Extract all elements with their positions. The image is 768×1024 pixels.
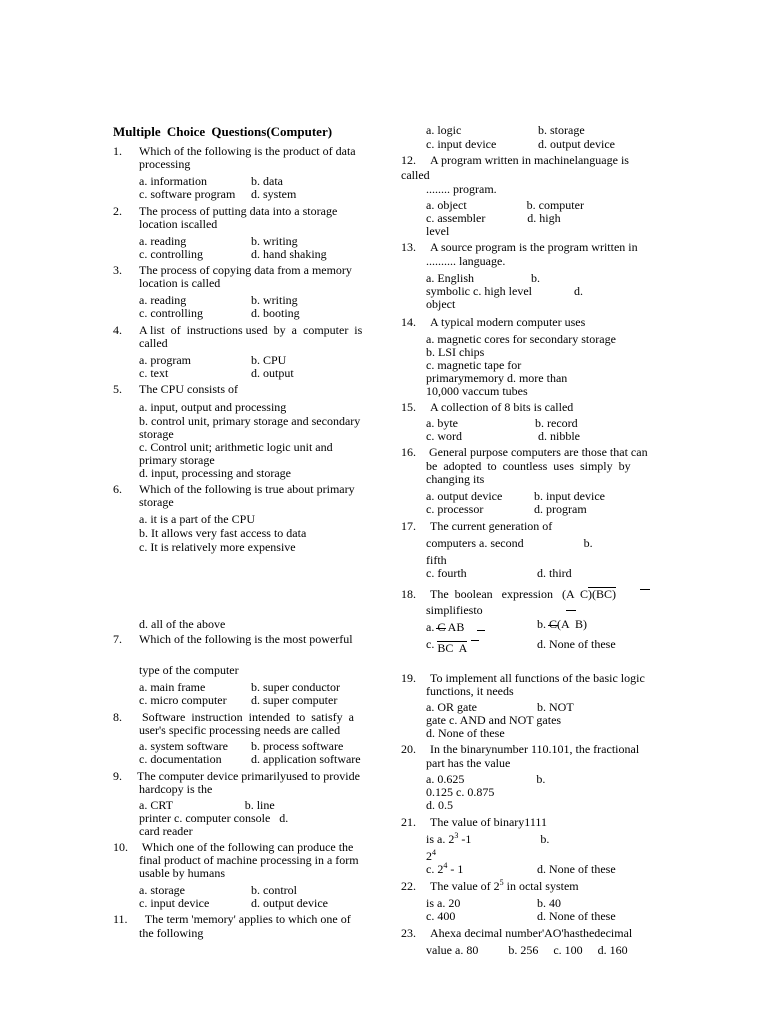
question-17-option: fifth bbox=[426, 553, 447, 567]
question-1-text: Which of the following is the product of data bbox=[139, 144, 356, 158]
question-20-text: In the binarynumber 110.101, the fractional bbox=[430, 742, 640, 756]
question-6-option: a. it is a part of the CPU bbox=[139, 512, 255, 526]
question-1-number: 1. bbox=[113, 144, 122, 158]
question-17-option: d. third bbox=[537, 566, 572, 580]
question-18-option bbox=[426, 621, 464, 634]
question-17-number: 17. bbox=[401, 519, 416, 533]
question-3-number: 3. bbox=[113, 263, 122, 277]
question-13-text: A source program is the program written in bbox=[430, 240, 638, 254]
question-8-text: Software instruction intended to satisfy a bbox=[139, 710, 354, 724]
question-9-text: The computer device primarilyused to provide bbox=[137, 769, 360, 783]
page-title: Multiple Choice Questions(Computer) bbox=[113, 124, 333, 139]
question-16-number: 16. bbox=[401, 445, 416, 459]
question-18-text-part: The boolean expression (A C bbox=[430, 587, 588, 601]
question-9-text: hardcopy is the bbox=[139, 782, 213, 796]
question-5-option: primary storage bbox=[139, 453, 215, 467]
question-11-option: a. logic bbox=[426, 123, 462, 137]
question-21-text: The value of binary1111 bbox=[430, 815, 547, 829]
overline-mark bbox=[477, 630, 485, 631]
question-8-option: a. system software bbox=[139, 739, 228, 753]
question-13-text: .......... language. bbox=[426, 254, 506, 268]
question-11-option: d. output device bbox=[538, 137, 615, 151]
question-18-option: d. None of these bbox=[537, 637, 616, 651]
question-10-text: usable by humans bbox=[139, 866, 225, 880]
question-18-option-part: c. bbox=[426, 637, 435, 651]
question-22-option: is a. 20 bbox=[426, 896, 461, 910]
question-20-option: d. 0.5 bbox=[426, 798, 453, 812]
question-21-number: 21. bbox=[401, 815, 416, 829]
question-1-option: a. information bbox=[139, 174, 207, 188]
question-8-option: d. application software bbox=[251, 752, 361, 766]
question-22-option: b. 40 bbox=[537, 896, 561, 910]
question-21-option-part: is a. 2 bbox=[426, 832, 455, 846]
question-23-option: value a. 80 b. 256 c. 100 d. 160 bbox=[426, 943, 628, 957]
question-16-text: changing its bbox=[426, 472, 485, 486]
question-10-text: final product of machine processing in a form bbox=[139, 853, 359, 867]
question-21-option-part: c. 2 bbox=[426, 862, 444, 876]
question-23-number: 23. bbox=[401, 926, 416, 940]
question-12-option: c. assembler d. high bbox=[426, 211, 561, 225]
question-6-option: d. all of the above bbox=[139, 617, 226, 631]
question-7-option: a. main frame bbox=[139, 680, 206, 694]
question-21-option-part: -1 b. bbox=[458, 832, 550, 846]
question-18-option-part: b. bbox=[537, 617, 546, 631]
question-20-option: 0.125 c. 0.875 bbox=[426, 785, 495, 799]
question-2-option: c. controlling bbox=[139, 247, 203, 261]
question-17-option: c. fourth bbox=[426, 566, 467, 580]
question-19-text: functions, it needs bbox=[426, 684, 514, 698]
question-11-text: the following bbox=[139, 926, 204, 940]
question-14-option: primarymemory d. more than bbox=[426, 371, 568, 385]
question-3-option: b. writing bbox=[251, 293, 298, 307]
question-3-text: location is called bbox=[139, 276, 221, 290]
question-5-text: The CPU consists of bbox=[139, 382, 238, 396]
question-18-option-part: C bbox=[437, 620, 446, 634]
question-16-text: be adopted to countless uses simply by bbox=[426, 459, 631, 473]
question-20-option: a. 0.625 b. bbox=[426, 772, 546, 786]
question-14-number: 14. bbox=[401, 315, 416, 329]
question-16-option: b. input device bbox=[534, 489, 605, 503]
question-18-option-part: a. bbox=[426, 620, 435, 634]
question-10-option: c. input device bbox=[139, 896, 210, 910]
overline-mark bbox=[566, 610, 576, 611]
question-4-text: A list of instructions used by a computer is bbox=[139, 323, 363, 337]
question-1-text: processing bbox=[139, 157, 191, 171]
question-4-option: a. program bbox=[139, 353, 191, 367]
question-13-option: a. English b. bbox=[426, 271, 540, 285]
question-10-number: 10. bbox=[113, 840, 128, 854]
question-2-option: d. hand shaking bbox=[251, 247, 327, 261]
question-9-option: card reader bbox=[139, 824, 193, 838]
question-4-number: 4. bbox=[113, 323, 122, 337]
question-21-option: d. None of these bbox=[537, 862, 616, 876]
question-7-text: type of the computer bbox=[139, 663, 239, 677]
question-6-option: c. It is relatively more expensive bbox=[139, 540, 296, 554]
question-20-text: part has the value bbox=[426, 756, 511, 770]
question-4-text: called bbox=[139, 336, 168, 350]
overline-mark bbox=[640, 589, 650, 590]
question-8-option: c. documentation bbox=[139, 752, 222, 766]
question-6-option: b. It allows very fast access to data bbox=[139, 526, 307, 540]
question-5-option: a. input, output and processing bbox=[139, 400, 287, 414]
question-18-option-part: C bbox=[549, 617, 558, 631]
question-13-option: object bbox=[426, 297, 456, 311]
question-17-text: The current generation of bbox=[430, 519, 553, 533]
superscript: 4 bbox=[443, 861, 448, 870]
question-10-option: d. output device bbox=[251, 896, 328, 910]
question-11-option: c. input device bbox=[426, 137, 497, 151]
question-1-option: d. system bbox=[251, 187, 297, 201]
question-16-option: a. output device bbox=[426, 489, 503, 503]
question-14-option: c. magnetic tape for bbox=[426, 358, 522, 372]
question-5-option: b. control unit, primary storage and secondary bbox=[139, 414, 361, 428]
question-8-text: user's specific processing needs are called bbox=[139, 723, 341, 737]
question-3-option: d. booting bbox=[251, 306, 300, 320]
question-3-option: a. reading bbox=[139, 293, 187, 307]
superscript: 3 bbox=[454, 831, 459, 840]
question-18-text-part: C) bbox=[603, 587, 616, 601]
question-20-number: 20. bbox=[401, 742, 416, 756]
question-18-option-part: (A B) bbox=[557, 617, 588, 631]
question-12-text: ........ program. bbox=[426, 182, 497, 196]
question-9-number: 9. bbox=[113, 769, 122, 783]
question-19-option: gate c. AND and NOT gates bbox=[426, 713, 562, 727]
question-3-option: c. controlling bbox=[139, 306, 203, 320]
question-14-text: A typical modern computer uses bbox=[430, 315, 586, 329]
question-8-option: b. process software bbox=[251, 739, 344, 753]
question-19-text: To implement all functions of the basic logic bbox=[430, 671, 645, 685]
question-19-number: 19. bbox=[401, 671, 416, 685]
question-12-text: called bbox=[401, 168, 430, 182]
question-7-number: 7. bbox=[113, 632, 122, 646]
question-6-text: storage bbox=[139, 495, 174, 509]
question-6-text: Which of the following is true about primary bbox=[139, 482, 355, 496]
question-15-option: b. record bbox=[535, 416, 578, 430]
question-18-option bbox=[537, 618, 587, 631]
question-5-number: 5. bbox=[113, 382, 122, 396]
question-6-number: 6. bbox=[113, 482, 122, 496]
question-19-option: a. OR gate b. NOT bbox=[426, 700, 574, 714]
question-15-option: a. byte bbox=[426, 416, 458, 430]
question-8-number: 8. bbox=[113, 710, 122, 724]
question-1-option: b. data bbox=[251, 174, 283, 188]
question-12-option: a. object b. computer bbox=[426, 198, 584, 212]
question-18-text: simplifiesto bbox=[426, 603, 483, 617]
question-9-option: a. CRT b. line bbox=[139, 798, 275, 812]
question-19-option: d. None of these bbox=[426, 726, 505, 740]
question-23-text: Ahexa decimal number'AO'hasthedecimal bbox=[430, 926, 633, 940]
question-15-text: A collection of 8 bits is called bbox=[430, 400, 574, 414]
superscript: 5 bbox=[499, 878, 504, 887]
question-5-option: d. input, processing and storage bbox=[139, 466, 291, 480]
question-11-number: 11. bbox=[113, 912, 128, 926]
question-22-option: c. 400 bbox=[426, 909, 456, 923]
question-17-option: computers a. second b. bbox=[426, 536, 593, 550]
question-12-option: level bbox=[426, 224, 450, 238]
question-3-text: The process of copying data from a memory bbox=[139, 263, 352, 277]
question-18-text bbox=[430, 588, 616, 601]
question-10-option: a. storage bbox=[139, 883, 185, 897]
question-21-option bbox=[426, 833, 549, 846]
question-5-option: c. Control unit; arithmetic logic unit and bbox=[139, 440, 333, 454]
question-1-option: c. software program bbox=[139, 187, 236, 201]
question-14-option: a. magnetic cores for secondary storage bbox=[426, 332, 616, 346]
question-21-option bbox=[426, 863, 463, 876]
question-2-text: location iscalled bbox=[139, 217, 218, 231]
question-14-option: 10,000 vaccum tubes bbox=[426, 384, 528, 398]
question-7-option: d. super computer bbox=[251, 693, 338, 707]
question-2-option: a. reading bbox=[139, 234, 187, 248]
question-4-option: d. output bbox=[251, 366, 294, 380]
superscript: 4 bbox=[432, 848, 436, 857]
overline-mark bbox=[471, 640, 479, 641]
question-10-text: Which one of the following can produce the bbox=[139, 840, 354, 854]
question-4-option: c. text bbox=[139, 366, 169, 380]
question-11-text: The term 'memory' applies to which one of bbox=[139, 912, 351, 926]
question-16-option: d. program bbox=[534, 502, 587, 516]
question-7-text: Which of the following is the most powerful bbox=[139, 632, 353, 646]
question-9-option: printer c. computer console d. bbox=[139, 811, 289, 825]
question-22-option: d. None of these bbox=[537, 909, 616, 923]
question-18-text-part: )(B bbox=[587, 587, 604, 601]
question-21-option-part: - 1 bbox=[447, 862, 464, 876]
question-22-text-part: in octal system bbox=[503, 879, 579, 893]
question-22-text-part: The value of 2 bbox=[430, 879, 500, 893]
question-4-option: b. CPU bbox=[251, 353, 287, 367]
question-14-option: b. LSI chips bbox=[426, 345, 485, 359]
question-16-option: c. processor bbox=[426, 502, 484, 516]
question-10-option: b. control bbox=[251, 883, 297, 897]
question-18-option bbox=[426, 637, 468, 655]
question-12-text: A program written in machinelanguage is bbox=[430, 153, 629, 167]
question-18-option-part: AB bbox=[445, 620, 465, 634]
question-18-option-part: BC A bbox=[437, 641, 468, 655]
question-13-option: symbolic c. high level d. bbox=[426, 284, 583, 298]
question-2-number: 2. bbox=[113, 204, 122, 218]
question-7-option: c. micro computer bbox=[139, 693, 227, 707]
question-12-number: 12. bbox=[401, 153, 416, 167]
question-18-number: 18. bbox=[401, 587, 416, 601]
question-21-option-part: 2 bbox=[426, 849, 432, 863]
question-2-text: The process of putting data into a storage bbox=[139, 204, 338, 218]
question-16-text: General purpose computers are those that can bbox=[429, 445, 648, 459]
question-11-option: b. storage bbox=[538, 123, 585, 137]
question-22-text bbox=[430, 880, 579, 893]
question-2-option: b. writing bbox=[251, 234, 298, 248]
question-13-number: 13. bbox=[401, 240, 416, 254]
question-15-option: c. word bbox=[426, 429, 462, 443]
question-15-number: 15. bbox=[401, 400, 416, 414]
question-5-option: storage bbox=[139, 427, 174, 441]
question-15-option: d. nibble bbox=[538, 429, 580, 443]
question-7-option: b. super conductor bbox=[251, 680, 340, 694]
question-22-number: 22. bbox=[401, 879, 416, 893]
